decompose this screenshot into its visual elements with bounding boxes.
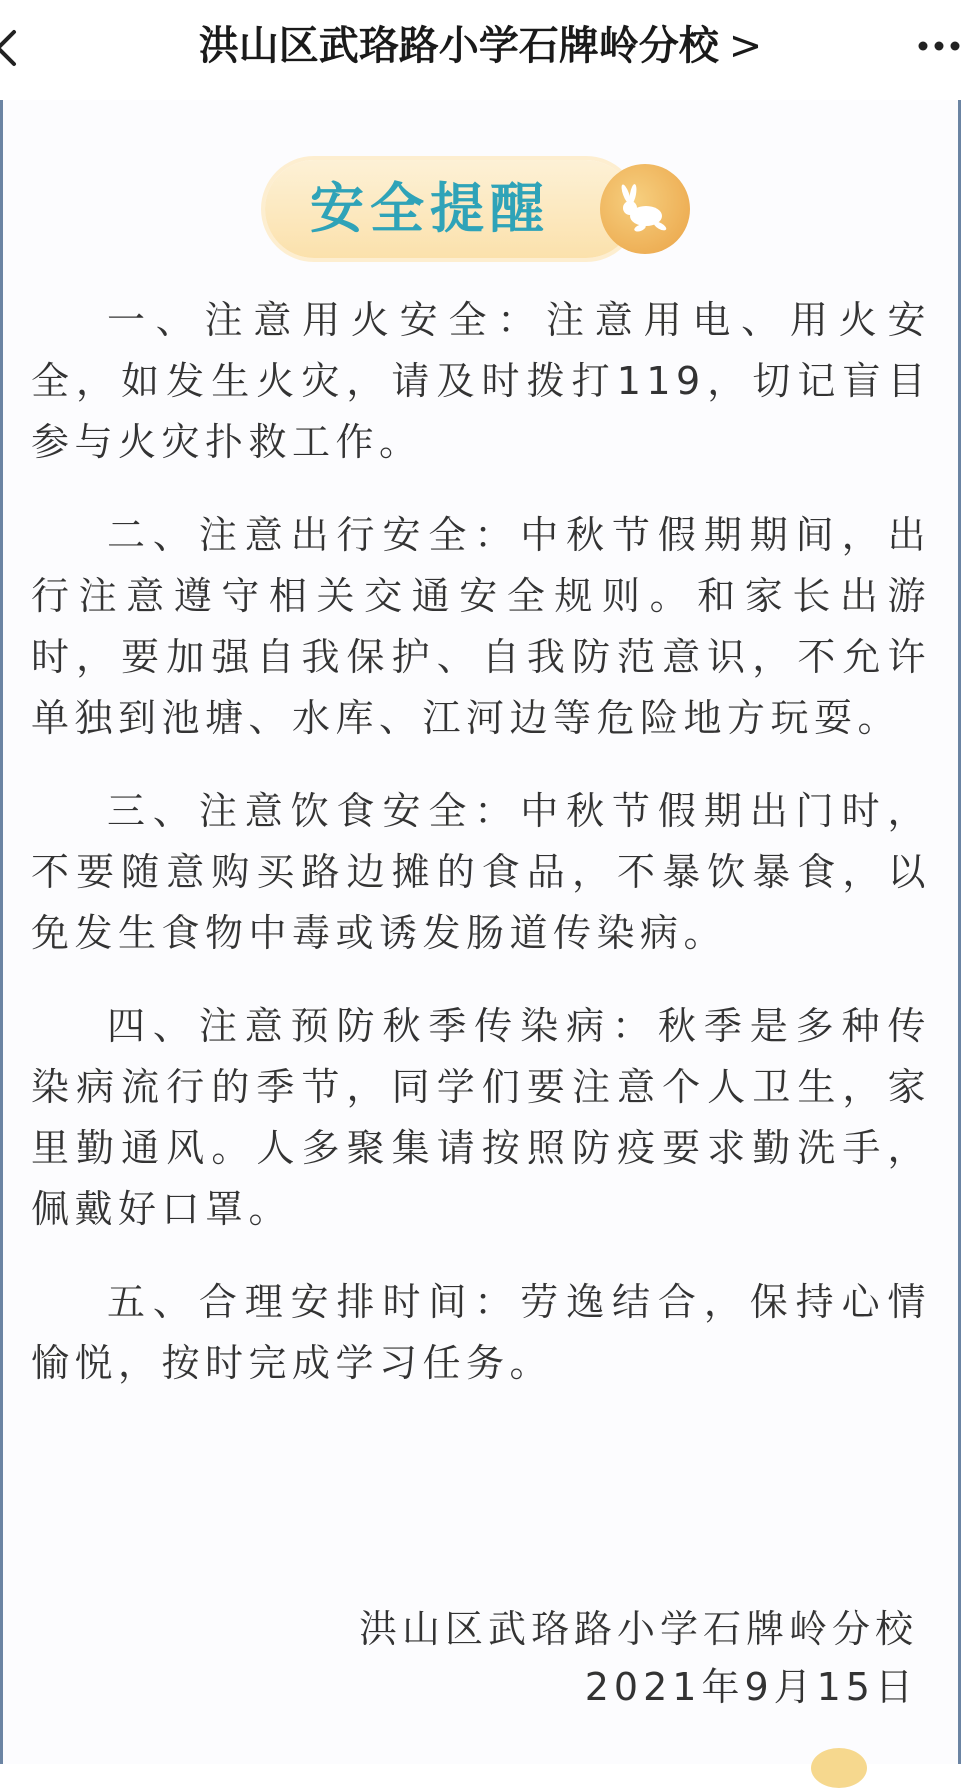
safety-banner: [265, 160, 701, 258]
chevron-right-icon: >: [728, 23, 763, 69]
decorative-dot: [811, 1748, 867, 1788]
signature-school: 洪山区武珞路小学石牌岭分校: [358, 1607, 918, 1651]
page-title: 洪山区武珞路小学石牌岭分校: [198, 23, 719, 69]
rabbit-moon-icon: [600, 164, 690, 254]
paragraph-time-arrangement: 五、合理安排时间：劳逸结合，保持心情愉悦，按时完成学习任务。: [31, 1280, 931, 1385]
top-nav-bar: [0, 0, 961, 100]
more-dots-icon: [905, 16, 961, 76]
paragraph-travel-safety: 二、注意出行安全：中秋节假期期间，出行注意遵守相关交通安全规则。和家长出游时，要加强自我保护、自我防范意识，不允许单独到池塘、水库、江河边等危险地方玩耍。: [31, 513, 931, 740]
account-title-link[interactable]: [0, 14, 961, 78]
moon-badge: [600, 164, 690, 254]
paragraph-food-safety: 三、注意饮食安全：中秋节假期出门时，不要随意购买路边摊的食品，不暴饮暴食，以免发生食物中毒或诱发肠道传染病。: [31, 789, 931, 955]
more-button[interactable]: [905, 16, 961, 76]
signature-date: 2021年9月15日: [584, 1665, 918, 1709]
article-frame: [0, 100, 961, 1764]
signature-block: [359, 1600, 918, 1716]
article-body: [31, 290, 931, 1426]
paragraph-disease-prevention: 四、注意预防秋季传染病：秋季是多种传染病流行的季节，同学们要注意个人卫生，家里勤通风。人多聚集请按照防疫要求勤洗手，佩戴好口罩。: [31, 1004, 931, 1231]
banner-title: 安全提醒: [310, 177, 550, 240]
paragraph-fire-safety: 一、注意用火安全：注意用电、用火安全，如发生火灾，请及时拨打119，切记盲目参与火灾扑救工作。: [31, 298, 931, 464]
